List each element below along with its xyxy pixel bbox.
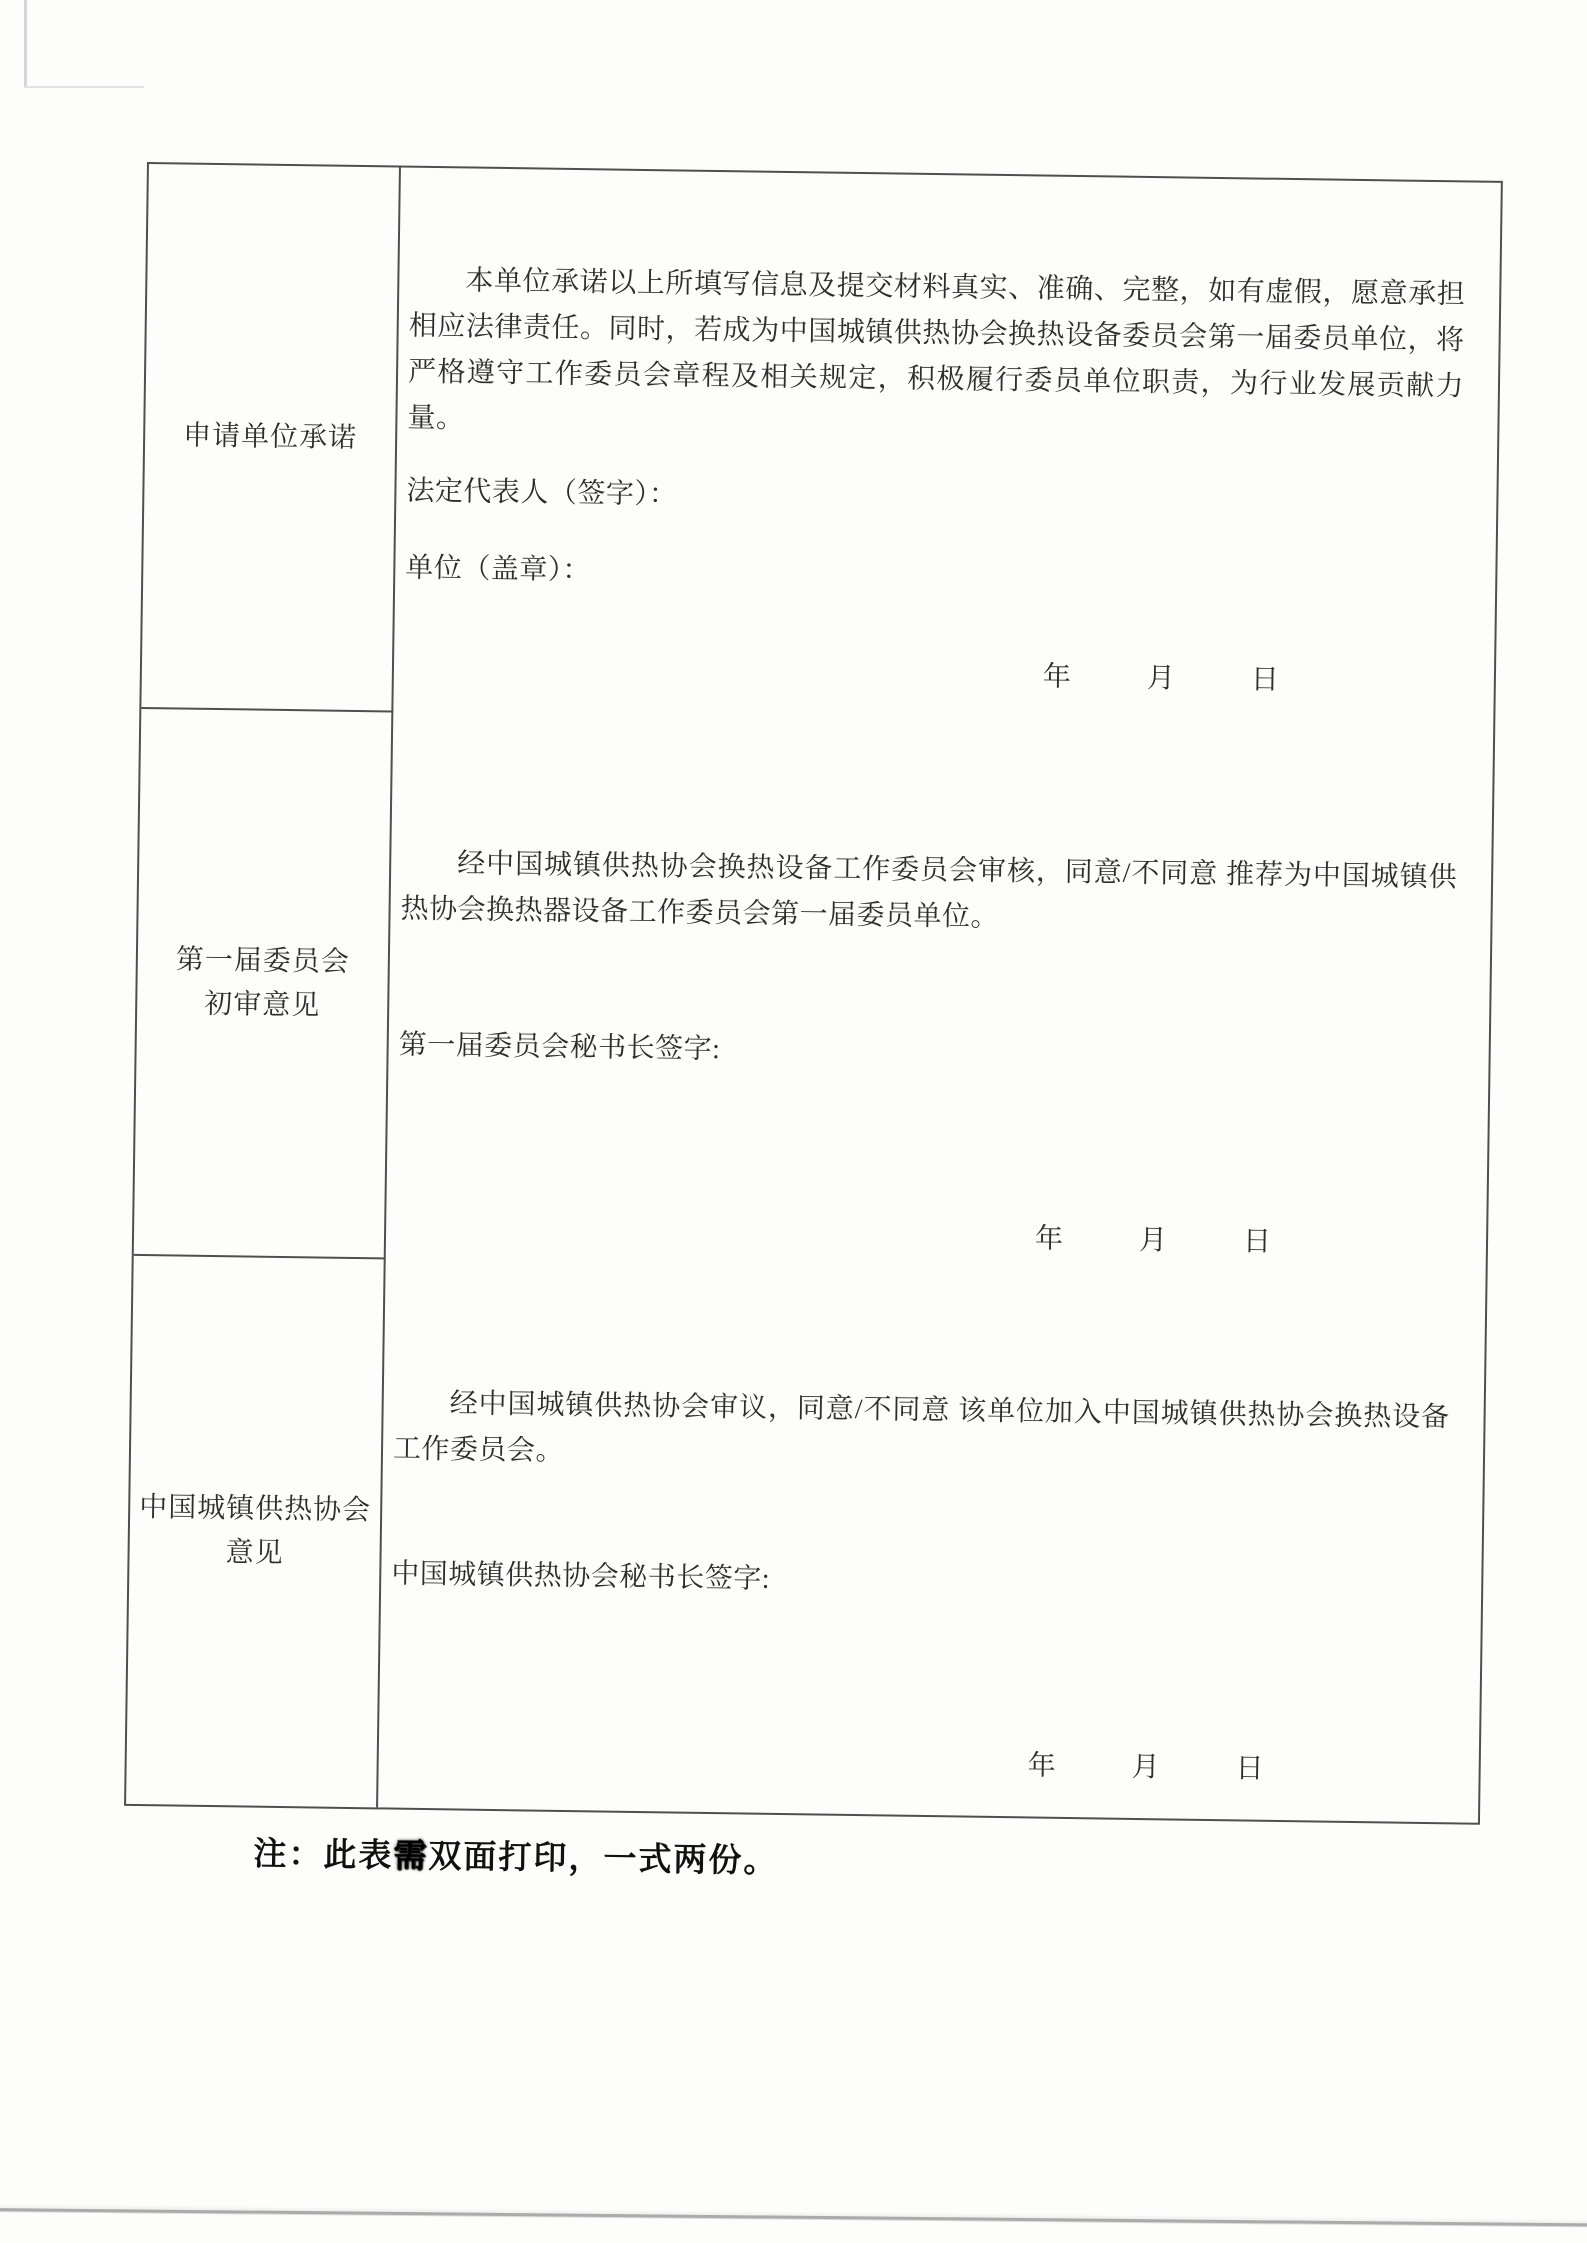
month-label: 月 bbox=[1146, 663, 1176, 695]
row3-association-opinion-paragraph: 经中国城镇供热协会审议，同意/不同意 该单位加入中国城镇供热协会换热设备工作委员会。 bbox=[392, 1388, 1450, 1467]
note-prefix: 注：此表 bbox=[253, 1834, 394, 1874]
row3-label-line2: 意见 bbox=[225, 1537, 284, 1570]
note-smudged-character: 需 bbox=[393, 1836, 429, 1875]
row3-content-cell bbox=[378, 1259, 1486, 1822]
scan-page-edge-bottom bbox=[0, 2208, 1587, 2227]
year-label: 年 bbox=[1027, 1750, 1056, 1782]
print-instruction-note bbox=[253, 1828, 779, 1882]
row2-content-cell bbox=[386, 712, 1494, 1274]
row1-unit-seal-line: 单位（盖章）： bbox=[405, 552, 592, 587]
row3-label-line1: 中国城镇供热协会 bbox=[138, 1492, 372, 1527]
row1-legal-representative-signature-line: 法定代表人（签字）： bbox=[406, 475, 678, 511]
row1-label: 申请单位承诺 bbox=[182, 420, 358, 454]
day-label: 日 bbox=[1242, 1226, 1272, 1258]
row1-commitment-paragraph: 本单位承诺以上所填写信息及提交材料真实、准确、完整，如有虚假，愿意承担相应法律责任。同时，若成为中国城镇供热协会换热设备委员会第一届委员单位，将严格遵守工作委员会章程及相关规定，积极履行委员单位职责，为行业发展贡献力量。 bbox=[407, 265, 1466, 435]
note-suffix: 双面打印，一式两份。 bbox=[428, 1837, 779, 1879]
row2-label-cell bbox=[134, 709, 394, 1259]
month-label: 月 bbox=[1131, 1751, 1160, 1784]
row2-secretary-signature-line: 第一届委员会秘书长签字: bbox=[398, 1029, 721, 1066]
day-label: 日 bbox=[1235, 1753, 1264, 1785]
row2-label-line1: 第一届委员会 bbox=[175, 943, 351, 978]
year-label: 年 bbox=[1034, 1223, 1064, 1255]
row3-date-line bbox=[1027, 1743, 1264, 1792]
row1-date-line bbox=[1043, 655, 1280, 704]
form-grid bbox=[126, 164, 1501, 1823]
scan-page-edge-top-left-vertical bbox=[24, 0, 27, 88]
scan-page-edge-top-left-horizontal bbox=[24, 86, 144, 88]
row1-label-cell bbox=[141, 164, 401, 712]
application-form-table bbox=[124, 162, 1503, 1879]
row2-review-paragraph: 经中国城镇供热协会换热设备工作委员会审核，同意/不同意 推荐为中国城镇供热协会换热器设备工作委员会第一届委员单位。 bbox=[400, 848, 1458, 933]
day-label: 日 bbox=[1250, 664, 1280, 696]
month-label: 月 bbox=[1138, 1224, 1168, 1257]
year-label: 年 bbox=[1042, 661, 1072, 693]
row2-label-line2: 初审意见 bbox=[204, 988, 321, 1021]
row3-label-cell bbox=[126, 1256, 386, 1807]
row2-date-line bbox=[1035, 1217, 1272, 1266]
row3-secretary-signature-line: 中国城镇供热协会秘书长签字: bbox=[391, 1558, 771, 1595]
row1-content-cell bbox=[393, 168, 1501, 728]
